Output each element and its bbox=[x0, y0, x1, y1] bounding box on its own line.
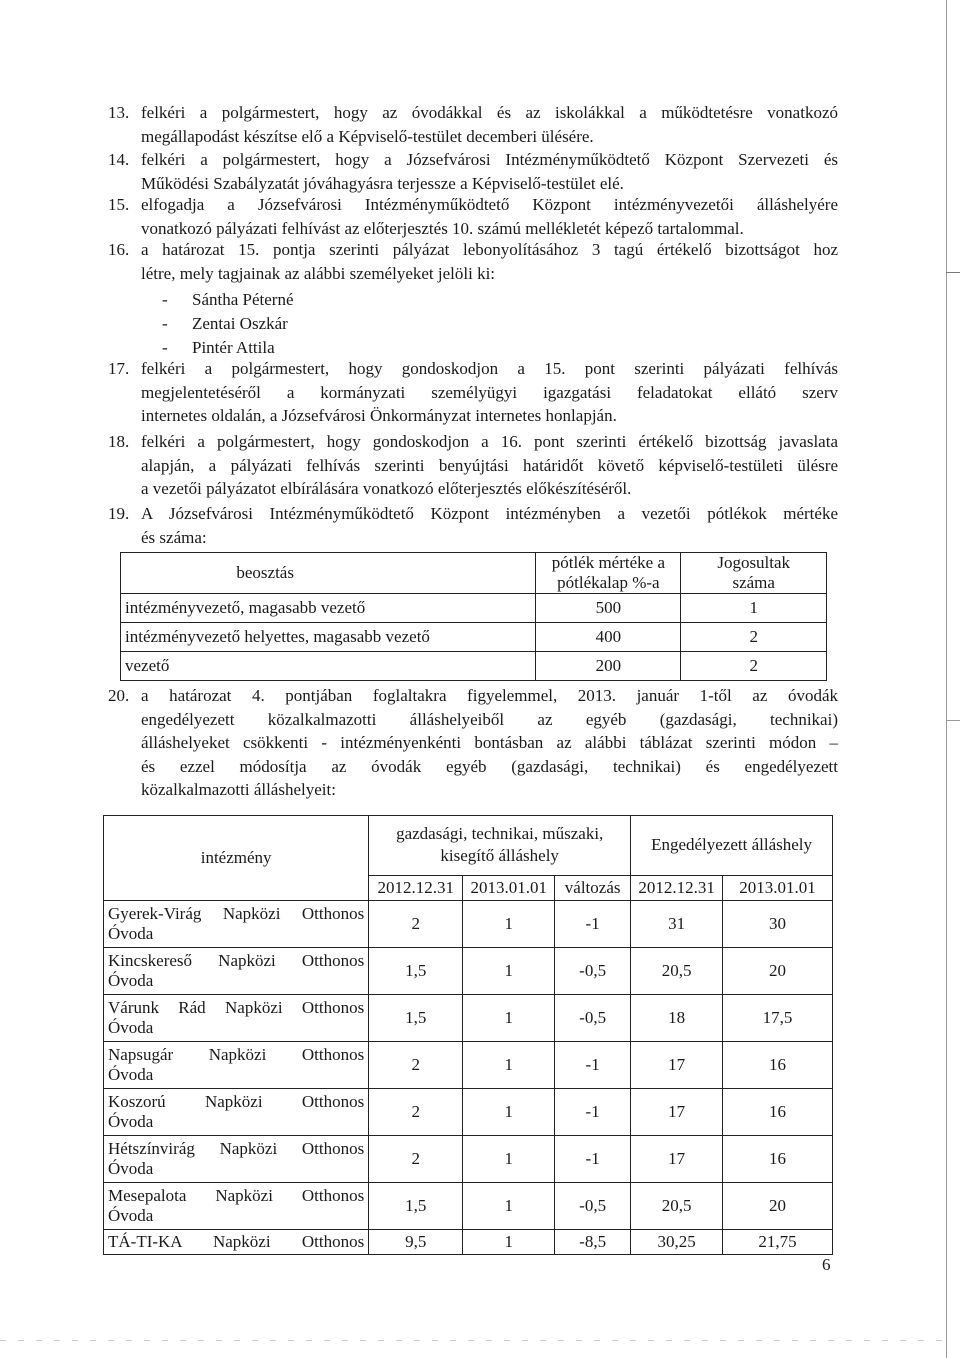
cell-approved-2013: 30 bbox=[723, 901, 833, 948]
item-text-line: vonatkozó pályázati felhívást az előterjesztés 10. számú mellékletét képező tartalommal. bbox=[141, 218, 744, 238]
item-number: 14. bbox=[108, 150, 130, 169]
cell-approved-2013: 20 bbox=[723, 1183, 833, 1230]
cell-support-change: -0,5 bbox=[555, 995, 631, 1042]
cell-support-2012: 1,5 bbox=[369, 995, 463, 1042]
cell-support-2012: 2 bbox=[369, 1136, 463, 1183]
subheader-date: 2012.12.31 bbox=[369, 875, 463, 900]
resolution-item-19 bbox=[108, 502, 838, 549]
table-row bbox=[104, 948, 833, 995]
table-row bbox=[121, 652, 827, 681]
item-text-line: internetes oldalán, a Józsefvárosi Önkormányzat internetes honlapján. bbox=[141, 406, 617, 425]
table-row bbox=[104, 1183, 833, 1230]
cell-count: 2 bbox=[681, 652, 827, 681]
subheader-date: 2013.01.01 bbox=[723, 875, 833, 900]
item-text-line: elfogadja a Józsefvárosi Intézményműködtető Központ intézményvezetői álláshelyére bbox=[141, 195, 838, 214]
item-text-line: és száma: bbox=[141, 527, 207, 547]
cell-institution-name: TÁ-TI-KA Napközi Otthonos bbox=[104, 1230, 369, 1255]
bullet-dash: - bbox=[162, 338, 168, 357]
item-text-line: megállapodást készítse elő a Képviselő-testület decemberi ülésére. bbox=[141, 126, 594, 146]
member-name: Zentai Oszkár bbox=[192, 314, 288, 333]
page-number: 6 bbox=[822, 1255, 831, 1274]
cell-support-2012: 1,5 bbox=[369, 1183, 463, 1230]
cell-approved-2012: 17 bbox=[631, 1042, 723, 1089]
table-row bbox=[121, 623, 827, 652]
cell-approved-2012: 30,25 bbox=[631, 1230, 723, 1255]
page-edge-tick bbox=[946, 720, 960, 721]
staff-positions-table bbox=[103, 815, 833, 1255]
cell-institution-name: Napsugár Napközi Otthonos Óvoda bbox=[104, 1042, 369, 1089]
item-text-line: megjelentetéséről a kormányzati személyügyi igazgatási feladatokat ellátó szerv bbox=[141, 382, 838, 402]
cell-support-change: -1 bbox=[555, 1042, 631, 1089]
cell-rate: 200 bbox=[536, 652, 681, 681]
cell-rate: 400 bbox=[536, 623, 681, 652]
bullet-dash: - bbox=[162, 290, 168, 309]
cell-approved-2012: 20,5 bbox=[631, 948, 723, 995]
list-item bbox=[162, 312, 294, 336]
cell-institution-name: Mesepalota Napközi Otthonos Óvoda bbox=[104, 1183, 369, 1230]
item-text-line: felkéri a polgármestert, hogy az óvodákkal és az iskolákkal a működtetésre vonatkozó bbox=[141, 103, 838, 122]
cell-approved-2012: 20,5 bbox=[631, 1183, 723, 1230]
cell-support-change: -1 bbox=[555, 901, 631, 948]
cell-institution-name: Hétszínvirág Napközi Otthonos Óvoda bbox=[104, 1136, 369, 1183]
cell-support-2013: 1 bbox=[463, 948, 555, 995]
cell-count: 1 bbox=[681, 594, 827, 623]
cell-support-2012: 1,5 bbox=[369, 948, 463, 995]
item-number: 13. bbox=[108, 103, 130, 122]
cell-approved-2012: 18 bbox=[631, 995, 723, 1042]
item-text-line: létre, mely tagjainak az alábbi személyeket jelöli ki: bbox=[141, 263, 496, 283]
cell-institution-name: Várunk Rád Napközi Otthonos Óvoda bbox=[104, 995, 369, 1042]
table-row bbox=[104, 1089, 833, 1136]
cell-approved-2012: 31 bbox=[631, 901, 723, 948]
cell-support-change: -0,5 bbox=[555, 948, 631, 995]
cell-support-2012: 9,5 bbox=[369, 1230, 463, 1255]
cell-approved-2012: 17 bbox=[631, 1089, 723, 1136]
resolution-item-16 bbox=[108, 238, 838, 285]
resolution-item-14 bbox=[108, 148, 838, 195]
cell-support-change: -1 bbox=[555, 1089, 631, 1136]
item-text-line: a határozat 15. pontja szerinti pályázat lebonyolításához 3 tagú értékelő bizottságot hoz bbox=[141, 240, 838, 259]
page-edge-tick bbox=[946, 272, 960, 273]
cell-support-2013: 1 bbox=[463, 1230, 555, 1255]
header-institution: intézmény bbox=[104, 816, 369, 901]
cell-support-change: -8,5 bbox=[555, 1230, 631, 1255]
table-row bbox=[104, 995, 833, 1042]
cell-approved-2012: 17 bbox=[631, 1136, 723, 1183]
cell-rate: 500 bbox=[536, 594, 681, 623]
table-row bbox=[104, 1230, 833, 1255]
subheader-date: 2013.01.01 bbox=[463, 875, 555, 900]
cell-support-change: -0,5 bbox=[555, 1183, 631, 1230]
item-number: 15. bbox=[108, 195, 130, 214]
item-text-line: A Józsefvárosi Intézményműködtető Központ intézményben a vezetői pótlékok mértéke bbox=[141, 504, 838, 523]
item-number: 19. bbox=[108, 504, 130, 523]
cell-position: intézményvezető helyettes, magasabb vezető bbox=[121, 623, 536, 652]
cell-approved-2013: 21,75 bbox=[723, 1230, 833, 1255]
cell-support-2012: 2 bbox=[369, 901, 463, 948]
member-name: Sántha Péterné bbox=[192, 290, 294, 309]
item-number: 18. bbox=[108, 432, 130, 451]
member-name: Pintér Attila bbox=[192, 338, 275, 357]
table-row bbox=[121, 594, 827, 623]
resolution-item-17 bbox=[108, 357, 838, 428]
item-text-line: és ezzel módosítja az óvodák egyéb (gazdasági, technikai) és engedélyezett bbox=[141, 756, 838, 776]
cell-approved-2013: 16 bbox=[723, 1042, 833, 1089]
cell-support-2013: 1 bbox=[463, 1089, 555, 1136]
cell-approved-2013: 16 bbox=[723, 1089, 833, 1136]
item-number: 17. bbox=[108, 359, 130, 378]
item-text-line: felkéri a polgármestert, hogy a Józsefvárosi Intézményműködtető Központ Szervezeti és bbox=[141, 150, 838, 169]
table-header-row bbox=[121, 553, 827, 594]
committee-member-list bbox=[162, 288, 294, 360]
header-position: beosztás bbox=[121, 553, 536, 594]
resolution-item-15 bbox=[108, 193, 838, 240]
cell-support-2012: 2 bbox=[369, 1042, 463, 1089]
item-text-line: alapján, a pályázati felhívás szerinti benyújtási határidőt követő képviselő-testületi ülésre bbox=[141, 455, 838, 475]
header-rate: pótlék mértéke a pótlékalap %-a bbox=[536, 553, 681, 594]
cell-support-2013: 1 bbox=[463, 1136, 555, 1183]
cell-support-2013: 1 bbox=[463, 1183, 555, 1230]
header-approved-positions: Engedélyezett álláshely bbox=[631, 816, 833, 876]
cell-support-2013: 1 bbox=[463, 995, 555, 1042]
resolution-item-13 bbox=[108, 101, 838, 148]
cell-position: vezető bbox=[121, 652, 536, 681]
cell-position: intézményvezető, magasabb vezető bbox=[121, 594, 536, 623]
cell-support-2013: 1 bbox=[463, 901, 555, 948]
table-row bbox=[104, 901, 833, 948]
item-text-line: a vezetői pályázatot elbírálására vonatkozó előterjesztés előkészítéséről. bbox=[141, 479, 632, 498]
cell-count: 2 bbox=[681, 623, 827, 652]
allowance-table bbox=[120, 552, 827, 681]
item-text-line: felkéri a polgármestert, hogy gondoskodjon a 16. pont szerinti értékelő bizottság javaslata bbox=[141, 432, 838, 451]
cell-institution-name: Kincskereső Napközi Otthonos Óvoda bbox=[104, 948, 369, 995]
subheader-change: változás bbox=[555, 875, 631, 900]
table-header-row bbox=[104, 816, 833, 876]
cell-approved-2013: 17,5 bbox=[723, 995, 833, 1042]
cell-institution-name: Gyerek-Virág Napközi Otthonos Óvoda bbox=[104, 901, 369, 948]
item-text-line: álláshelyeket csökkenti - intézményenkénti bontásban az alábbi táblázat szerinti módon – bbox=[141, 733, 838, 752]
item-text-line: felkéri a polgármestert, hogy gondoskodjon a 15. pont szerinti pályázati felhívás bbox=[141, 359, 838, 378]
table-row bbox=[104, 1042, 833, 1089]
item-text-line: közalkalmazotti álláshelyeit: bbox=[141, 780, 336, 799]
item-number: 16. bbox=[108, 240, 130, 259]
cell-support-2012: 2 bbox=[369, 1089, 463, 1136]
subheader-date: 2012.12.31 bbox=[631, 875, 723, 900]
item-text-line: Működési Szabályzatát jóváhagyásra terjessze a Képviselő-testület elé. bbox=[141, 173, 624, 193]
item-text-line: engedélyezett közalkalmazotti álláshelyeiből az egyéb (gazdasági, technikai) bbox=[141, 709, 838, 729]
cell-approved-2013: 20 bbox=[723, 948, 833, 995]
resolution-item-18 bbox=[108, 430, 838, 501]
cell-support-change: -1 bbox=[555, 1136, 631, 1183]
page-edge-line bbox=[946, 0, 947, 1358]
cell-institution-name: Koszorú Napközi Otthonos Óvoda bbox=[104, 1089, 369, 1136]
item-text-line: a határozat 4. pontjában foglaltakra figyelemmel, 2013. január 1-től az óvodák bbox=[141, 686, 838, 705]
item-number: 20. bbox=[108, 686, 130, 705]
list-item bbox=[162, 288, 294, 312]
scan-artifact-line bbox=[0, 1340, 946, 1341]
table-row bbox=[104, 1136, 833, 1183]
resolution-item-20 bbox=[108, 684, 838, 802]
bullet-dash: - bbox=[162, 314, 168, 333]
cell-approved-2013: 16 bbox=[723, 1136, 833, 1183]
cell-support-2013: 1 bbox=[463, 1042, 555, 1089]
header-count: Jogosultak száma bbox=[681, 553, 827, 594]
header-support-positions: gazdasági, technikai, műszaki, kisegítő álláshely bbox=[369, 816, 631, 876]
